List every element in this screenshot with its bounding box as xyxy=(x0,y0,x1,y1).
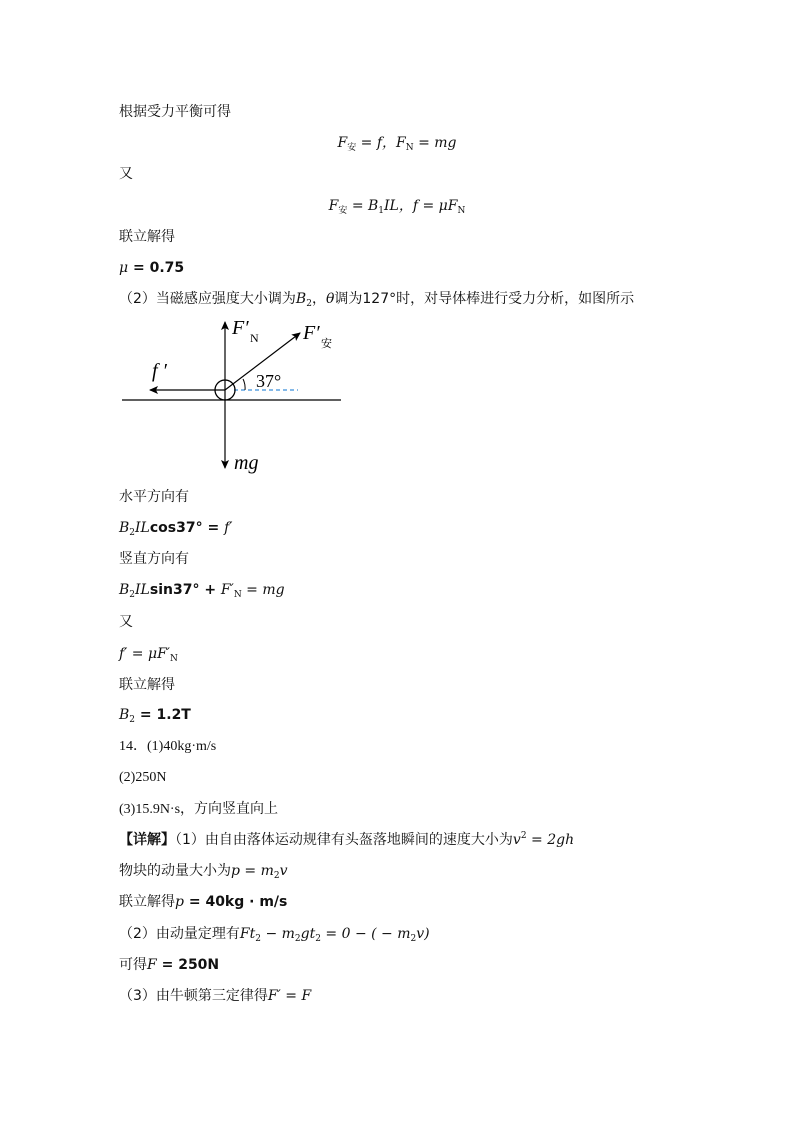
detail-line-2: 物块的动量大小为$p = m_2v$ xyxy=(119,863,288,881)
detail-header: 【详解】 xyxy=(119,832,175,848)
force-diagram xyxy=(110,316,350,482)
result-b2: $B_2 = 1.2T$ xyxy=(119,707,191,725)
label-normal-force: F′ xyxy=(232,317,249,339)
detail-line-3: 联立解得p = 40kg · m/s xyxy=(119,894,288,910)
text-line-solve-2: 联立解得 xyxy=(119,677,175,693)
detail-line-4: （2）由动量定理有$Ft_2 - m_2gt_2 = 0$ − ( − $m_2v$) xyxy=(119,926,430,944)
text-line-vertical: 竖直方向有 xyxy=(119,551,189,567)
detail-line-1: 【详解】（1）由自由落体运动规律有头盔落地瞬间的速度大小为$v^2 = 2gh$ xyxy=(119,831,575,848)
text-line-solve-1: 联立解得 xyxy=(119,229,175,245)
equation-force-balance: $F_安 = f$，$F_N$ = mg xyxy=(337,135,457,153)
text-line-you-2: 又 xyxy=(119,614,133,630)
answer-14-part2: (2)250N xyxy=(119,770,167,785)
text-line-force-balance: 根据受力平衡可得 xyxy=(119,104,231,120)
detail-line-6: （3）由牛顿第三定律得F′ = F xyxy=(119,988,312,1004)
label-friction: f ′ xyxy=(152,360,167,382)
label-gravity: mg xyxy=(234,452,259,474)
detail-line-5: 可得F = 250N xyxy=(119,957,220,973)
force-diagram-svg xyxy=(110,316,350,478)
equation-friction-prime: $f' = \mu F'_N$ xyxy=(119,646,178,664)
label-ampere-force: F′ xyxy=(303,322,320,344)
text-line-part2-intro: （2）当磁感应强度大小调为$B_2$，θ调为127°时，对导体棒进行受力分析，如图所示 xyxy=(119,291,635,309)
label-angle: 37° xyxy=(256,371,282,391)
text-line-horizontal: 水平方向有 xyxy=(119,489,189,505)
label-normal-force-sub: N xyxy=(250,331,259,345)
angle-arc xyxy=(243,379,245,390)
answer-14-part1: 14．(1)40kg·m/s xyxy=(119,739,217,754)
result-mu: μ = 0.75 xyxy=(119,260,185,276)
equation-vertical: $B_2ILsin37^\circ + F'_N$ = mg xyxy=(119,582,285,600)
equation-horizontal: $B_2ILcos37^\circ = f'$ xyxy=(119,520,233,538)
answer-14-part3: (3)15.9N·s，方向竖直向上 xyxy=(119,802,279,817)
equation-ampere-friction: $F_安 = B_1IL$，$f = \mu F_N$ xyxy=(328,198,466,216)
text-line-you-1: 又 xyxy=(119,166,133,182)
label-ampere-force-sub: 安 xyxy=(321,337,332,350)
